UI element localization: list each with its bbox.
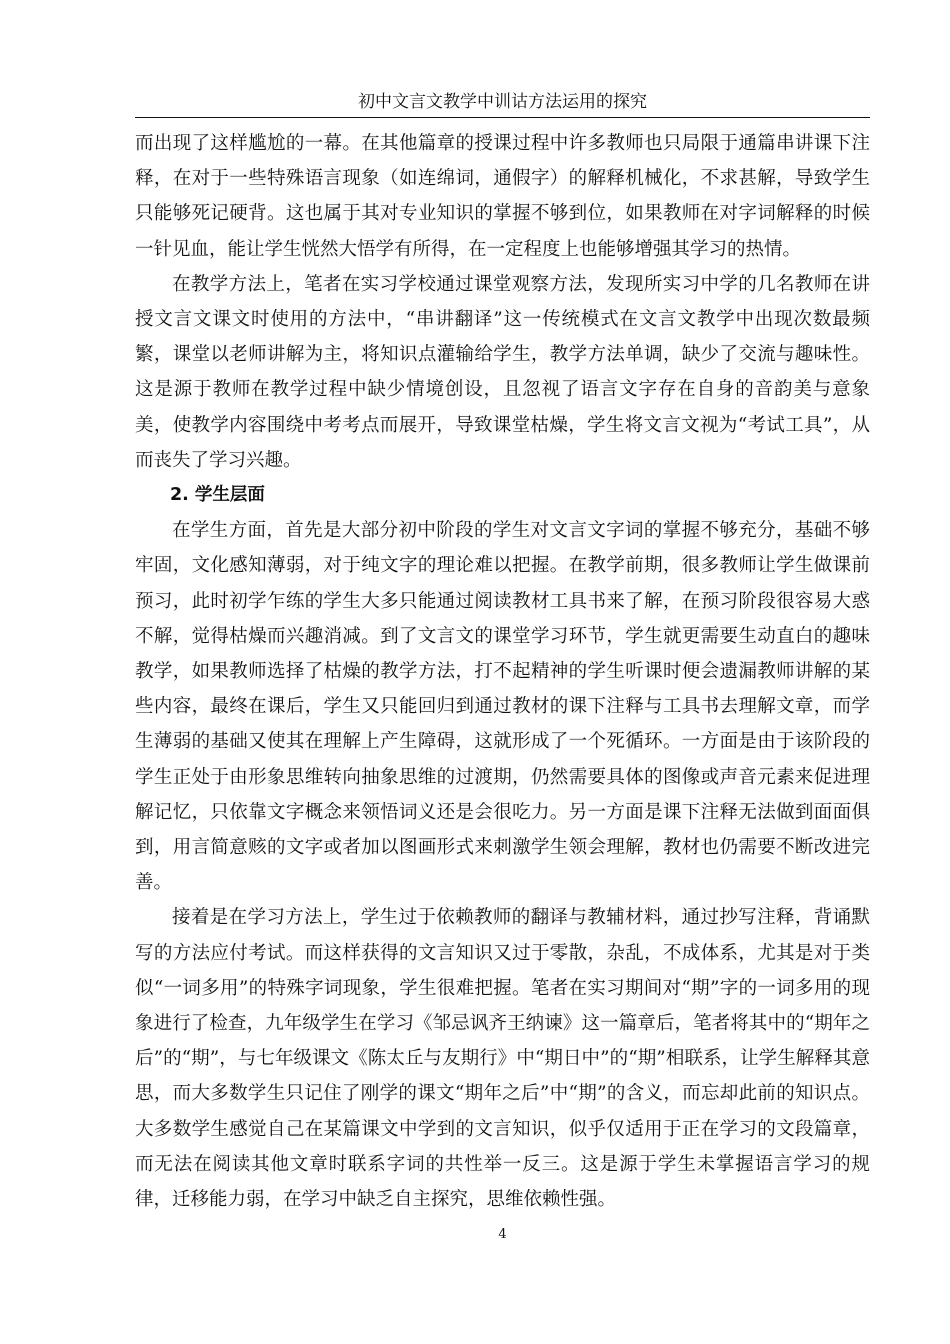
section-heading-student-level: 2. 学生层面 xyxy=(170,485,265,506)
paragraph-teaching-methods: 在教学方法上，笔者在实习学校通过课堂观察方法，发现所实习中学的几名教师在讲授文言文课文时使用的方法中，“串讲翻译”这一传统模式在文言文教学中出现次数最频繁，课堂以老师讲解为主，将知识点灌输给学生，教学方法单调，缺少了交流与趣味性。这是源于教师在教学过程中缺少情境创设，且忽视了语言文字存在自身的音韵美与意象美，使教学内容围绕中考考点而展开，导致课堂枯燥，学生将文言文视为“考试工具”，从而丧失了学习兴趣。 xyxy=(135,273,870,471)
paragraph-student-aspect: 在学生方面，首先是大部分初中阶段的学生对文言文字词的掌握不够充分，基础不够牢固，文化感知薄弱，对于纯文字的理论难以把握。在教学前期，很多教师让学生做课前预习，此时初学乍练的学生大多只能通过阅读教材工具书来了解，在预习阶段很容易大惑不解，觉得枯燥而兴趣消减。到了文言文的课堂学习环节，学生就更需要生动直白的趣味教学，如果教师选择了枯燥的教学方法，打不起精神的学生听课时便会遗漏教师讲解的某些内容，最终在课后，学生又只能回归到通过教材的课下注释与工具书去理解文章，而学生薄弱的基础又使其在理解上产生障碍，这就形成了一个死循环。一方面是由于该阶段的学生正处于由形象思维转向抽象思维的过渡期，仍然需要具体的图像或声音元素来促进理解记忆，只依靠文字概念来领悟词义还是会很吃力。另一方面是课下注释无法做到面面俱到，用言简意赅的文字或者加以图画形式来刺激学生领会理解，教材也仍需要不断改进完善。 xyxy=(135,520,870,894)
body-text xyxy=(135,126,870,1217)
paragraph-continued: 而出现了这样尴尬的一幕。在其他篇章的授课过程中许多教师也只局限于通篇串讲课下注释，在对于一些特殊语言现象（如连绵词，通假字）的解释机械化，不求甚解，导致学生只能够死记硬背。这也属于其对专业知识的掌握不够到位，如果教师在对字词解释的时候一针见血，能让学生恍然大悟学有所得，在一定程度上也能够增强其学习的热情。 xyxy=(135,133,870,260)
paragraph-learning-methods: 接着是在学习方法上，学生过于依赖教师的翻译与教辅材料，通过抄写注释，背诵默写的方法应付考试。而这样获得的文言知识又过于零散，杂乱，不成体系，尤其是对于类似“一词多用”的特殊字词现象，学生很难把握。笔者在实习期间对“期”字的一词多用的现象进行了检查，九年级学生在学习《邹忌讽齐王纳谏》这一篇章后，笔者将其中的“期年之后”的“期”，与七年级课文《陈太丘与友期行》中“期日中”的“期”相联系，让学生解释其意思，而大多数学生只记住了刚学的课文“期年之后”中“期”的含义，而忘却此前的知识点。大多数学生感觉自己在某篇课文中学到的文言知识，似乎仅适用于正在学习的文段篇章，而无法在阅读其他文章时联系字词的共性举一反三。这是源于学生未掌握语言学习的规律，迁移能力弱，在学习中缺乏自主探究，思维依赖性强。 xyxy=(135,907,870,1211)
page-number: 4 xyxy=(498,1227,507,1242)
page-header-title: 初中文言文教学中训诂方法运用的探究 xyxy=(358,92,647,112)
header-divider xyxy=(135,117,870,118)
